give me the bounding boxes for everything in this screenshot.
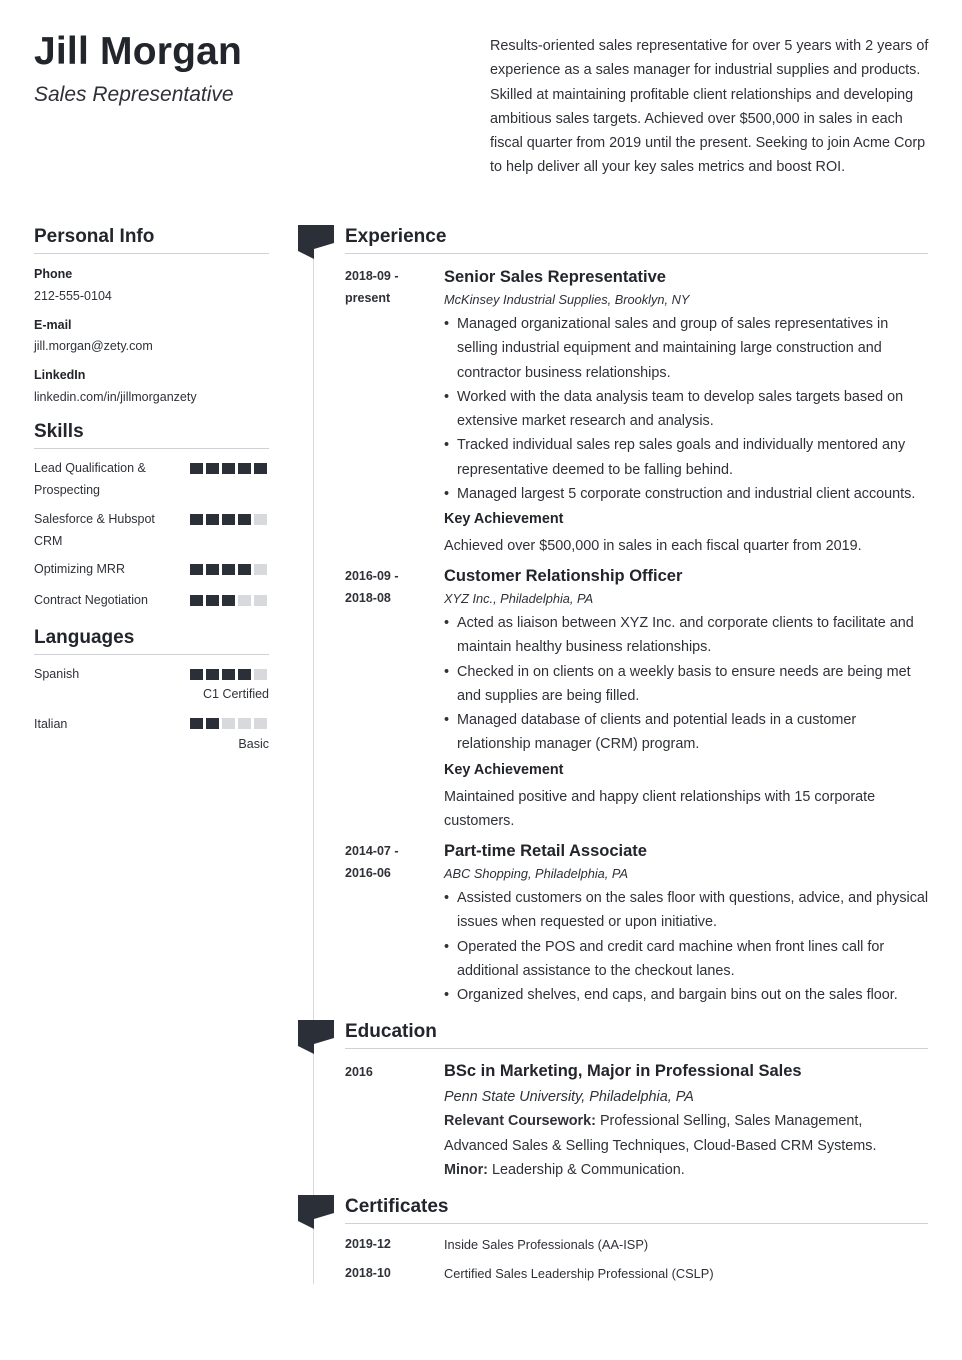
skill-name: Optimizing MRR [34,562,125,576]
language-level: C1 Certified [203,687,269,701]
candidate-title: Sales Representative [34,83,234,106]
certificate-name: Inside Sales Professionals (AA-ISP) [444,1237,649,1252]
education-entry [444,1061,929,1182]
rating-square [222,669,235,680]
language-name: Italian [34,717,68,731]
job-entry [444,566,929,833]
skills-heading: Skills [34,421,269,449]
coursework-line [444,1109,929,1158]
rating-square [238,514,251,525]
job-bullets [444,611,929,757]
rating-square [206,669,219,680]
rating-square [206,718,219,729]
rating-square [238,595,251,606]
email-value: jill.morgan@zety.com [34,339,153,353]
summary-text: Results-oriented sales representative for over 5 years with 2 years of experience as a sales manager for industrial supplies and products. Skilled at maintaining profitable client relationships and developing ambitious sales targets. Achieved over $500,000 in sales in each fiscal quarter from 2019 until the present. Seeking to join Acme Corp to help deliver all your key sales metrics and boost ROI. [490,38,929,176]
key-achievement-text: Maintained positive and happy client relationships with 15 corporate customers. [444,788,876,830]
rating-square [206,514,219,525]
rating-square [238,564,251,575]
rating-square [238,718,251,729]
rating-square [254,595,267,606]
skill-rating [190,463,267,474]
job-entry [444,841,929,1007]
language-name: Spanish [34,667,80,681]
job-date: 2018-09 - present [345,269,399,305]
job-bullet: • Operated the POS and credit card machine when front lines call for additional assistance to the checkout lanes. [444,935,929,984]
skill-name: Lead Qualification & Prospecting [34,461,146,497]
minor-line [444,1158,929,1182]
rating-square [206,463,219,474]
rating-square [190,564,203,575]
rating-square [254,669,267,680]
rating-square [222,595,235,606]
certificate-date: 2019-12 [345,1237,391,1251]
section-flag-icon [298,1020,334,1054]
rating-square [190,718,203,729]
phone-value: 212-555-0104 [34,289,112,303]
rating-square [206,564,219,575]
language-rating [190,718,267,729]
job-date: 2014-07 - 2016-06 [345,844,399,880]
skill-rating [190,564,267,575]
rating-square [222,463,235,474]
email-label: E-mail [34,318,72,332]
job-bullet: • Managed database of clients and potential leads in a customer relationship manager (CRM) program. [444,708,929,757]
rating-square [222,564,235,575]
job-entry [444,267,929,559]
rating-square [190,463,203,474]
job-company: XYZ Inc., Philadelphia, PA [444,591,594,606]
certificate-name: Certified Sales Leadership Professional (CSLP) [444,1266,714,1281]
rating-square [254,514,267,525]
phone-label: Phone [34,267,73,281]
education-date: 2016 [345,1065,373,1079]
rating-square [190,595,203,606]
minor-label: Minor: [444,1161,488,1178]
language-rating [190,669,267,680]
section-flag-icon [298,1195,334,1229]
coursework-label: Relevant Coursework: [444,1113,596,1130]
skill-name: Contract Negotiation [34,593,148,607]
job-bullet: • Managed largest 5 corporate construction and industrial client accounts. [444,482,929,506]
job-bullets [444,886,929,1007]
candidate-name: Jill Morgan [34,30,243,73]
job-bullet: • Tracked individual sales rep sales goals and individually mentored any representative deemed to be falling behind. [444,433,929,482]
rating-square [254,564,267,575]
job-bullet: • Worked with the data analysis team to develop sales targets based on extensive market research and analysis. [444,385,929,434]
certificates-heading: Certificates [345,1196,928,1224]
coursework-text: Professional Selling, Sales Management, Advanced Sales & Selling Techniques, Cloud-Based CRM Systems. [444,1113,877,1154]
rating-square [190,514,203,525]
job-title: Part-time Retail Associate [444,842,647,860]
skill-name: Salesforce & Hubspot CRM [34,512,155,548]
rating-square [222,718,235,729]
job-company: ABC Shopping, Philadelphia, PA [444,866,629,881]
rating-square [222,514,235,525]
experience-heading: Experience [345,226,928,254]
job-bullet: • Managed organizational sales and group of sales representatives in selling industrial equipment and maintaining large construction and contractor business relationships. [444,312,929,385]
timeline-line [313,252,314,1284]
job-bullet: • Organized shelves, end caps, and bargain bins out on the sales floor. [444,983,929,1007]
school-name: Penn State University, Philadelphia, PA [444,1089,694,1105]
language-level: Basic [238,737,269,751]
rating-square [254,463,267,474]
job-bullet: • Assisted customers on the sales floor with questions, advice, and physical issues when requested or upon initiative. [444,886,929,935]
languages-heading: Languages [34,627,269,655]
rating-square [254,718,267,729]
job-company: McKinsey Industrial Supplies, Brooklyn, NY [444,292,690,307]
key-achievement-label: Key Achievement [444,511,564,528]
personal-info-heading: Personal Info [34,226,269,254]
certificate-date: 2018-10 [345,1266,391,1280]
job-bullets [444,312,929,506]
section-flag-icon [298,225,334,259]
linkedin-value: linkedin.com/in/jillmorganzety [34,390,197,404]
key-achievement-text: Achieved over $500,000 in sales in each fiscal quarter from 2019. [444,538,862,555]
job-title: Customer Relationship Officer [444,567,683,585]
rating-square [238,463,251,474]
rating-square [238,669,251,680]
degree-title: BSc in Marketing, Major in Professional Sales [444,1062,802,1080]
rating-square [206,595,219,606]
job-title: Senior Sales Representative [444,268,666,286]
education-heading: Education [345,1021,928,1049]
skill-rating [190,595,267,606]
job-bullet: • Acted as liaison between XYZ Inc. and corporate clients to facilitate and maintain healthy business relationships. [444,611,929,660]
rating-square [190,669,203,680]
job-bullet: • Checked in on clients on a weekly basis to ensure needs are being met and supplies are being filled. [444,660,929,709]
minor-text: Leadership & Communication. [491,1161,685,1178]
linkedin-label: LinkedIn [34,368,86,382]
key-achievement-label: Key Achievement [444,761,564,778]
skill-rating [190,514,267,525]
job-date: 2016-09 - 2018-08 [345,569,399,605]
